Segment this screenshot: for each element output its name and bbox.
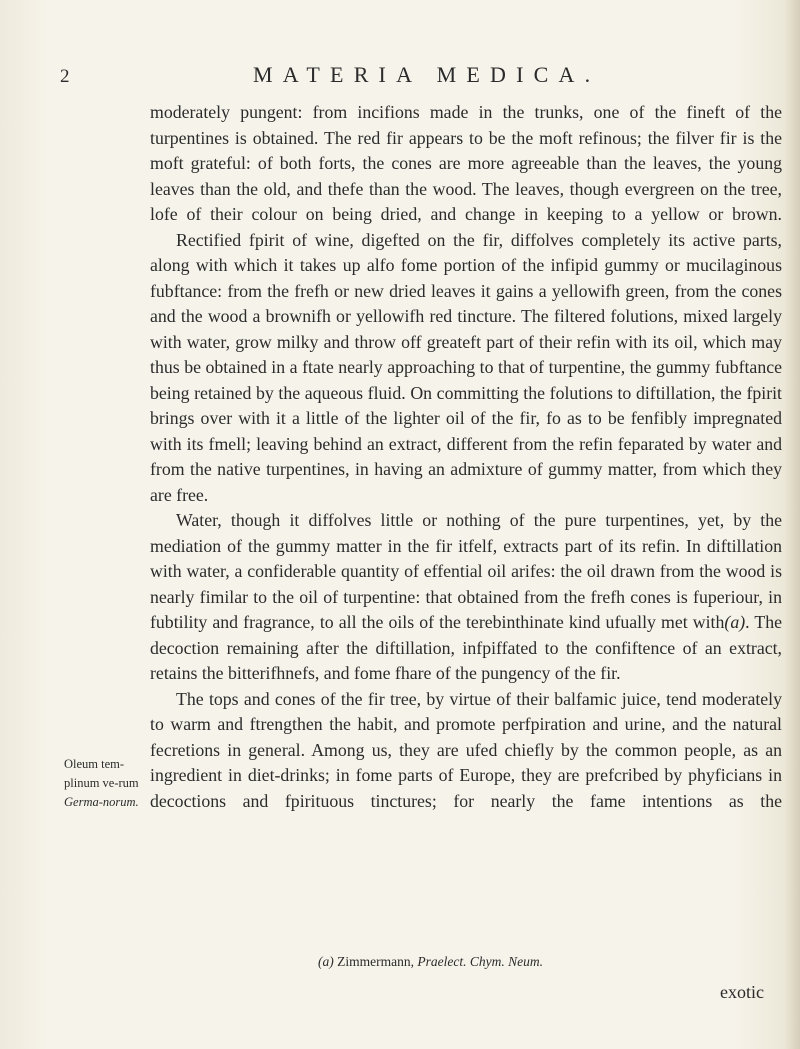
- footnote-work: Praelect. Chym. Neum.: [417, 954, 543, 969]
- page-edge-shadow: [784, 0, 800, 1049]
- catchword: exotic: [720, 982, 764, 1002]
- paragraph-3-text-b: . The decoction remaining after the diftillation, infpiffated to the confiftence of an extract, retains the bitterifhnefs, and fome fhare of the pungency of the fir.: [150, 612, 783, 683]
- footnote-reference: (a): [724, 612, 746, 632]
- page-number: 2: [60, 66, 70, 87]
- paragraph-4: The tops and cones of the fir tree, by virtue of their balfamic juice, tend moderately to warm and ftrengthen the habit, and promote perfpiration and urine, and the natural fecretions in general. Among us, they are ufed chiefly by the common people, as an ingredient in diet-drinks; in fome parts of Europe, they are prefcribed by phyficians in decoctions and fpirituous tinctures; for nearly the fame intentions as the: [150, 688, 782, 811]
- footnote-author: Zimmermann,: [337, 954, 414, 969]
- paragraph-3-text-a: Water, though it diffolves little or nothing of the pure turpentines, yet, by the mediation of the gummy matter in the fir itfelf, extracts part of its refin. In diftillation with water, a confiderable quantity of effential oil arifes: the oil drawn from the wood is nearly fimilar to the oil of turpentine: that obtained from the frefh cones is fuperiour, in fubtility and fragrance, to all the oils of the terebinthinate kind ufually met with: [150, 510, 782, 632]
- body-text: [150, 100, 782, 814]
- paragraph-1: moderately pungent: from incifions made in the trunks, one of the fineft of the turpentines is obtained. The red fir appears to be the moft refinous; the filver fir is the moft grateful: of both forts, the cones are more agreeable than the leaves, the young leaves than the old, and thefe than the wood. The leaves, though evergreen on the tree, lofe of their colour on being dried, and change in keeping to a yellow or brown.: [150, 102, 782, 224]
- paragraph-3: [150, 508, 782, 687]
- running-title: MATERIA MEDICA.: [253, 62, 601, 87]
- margin-note: [64, 755, 146, 812]
- paragraph-2: Rectified fpirit of wine, digefted on the fir, diffolves completely its active parts, along with which it takes up alfo fome portion of the infipid gummy or mucilaginous fubftance: from the frefh or new dried leaves it gains a yellowifh green, from the cones and the wood a brownifh or yellowifh red tincture. The filtered folutions, mixed largely with water, grow milky and throw off greateft part of their refin with its oil, which may thus be obtained in a ftate nearly approaching to that of turpentine, the gummy fubftance being retained by the aqueous fluid. On committing the folutions to diftillation, the fpirit brings over with it a little of the lighter oil of the fir, fo as to be fenfibly impregnated with its fmell; leaving behind an extract, different from the refin feparated by water and from the native turpentines, in having an admixture of gummy matter, from which they are free.: [150, 229, 782, 505]
- margin-note-roman: Oleum tem-plinum ve-rum: [64, 757, 139, 790]
- footnote-marker: (a): [318, 954, 334, 969]
- margin-note-italic: Germa-norum.: [64, 795, 139, 809]
- footnote: [318, 954, 543, 970]
